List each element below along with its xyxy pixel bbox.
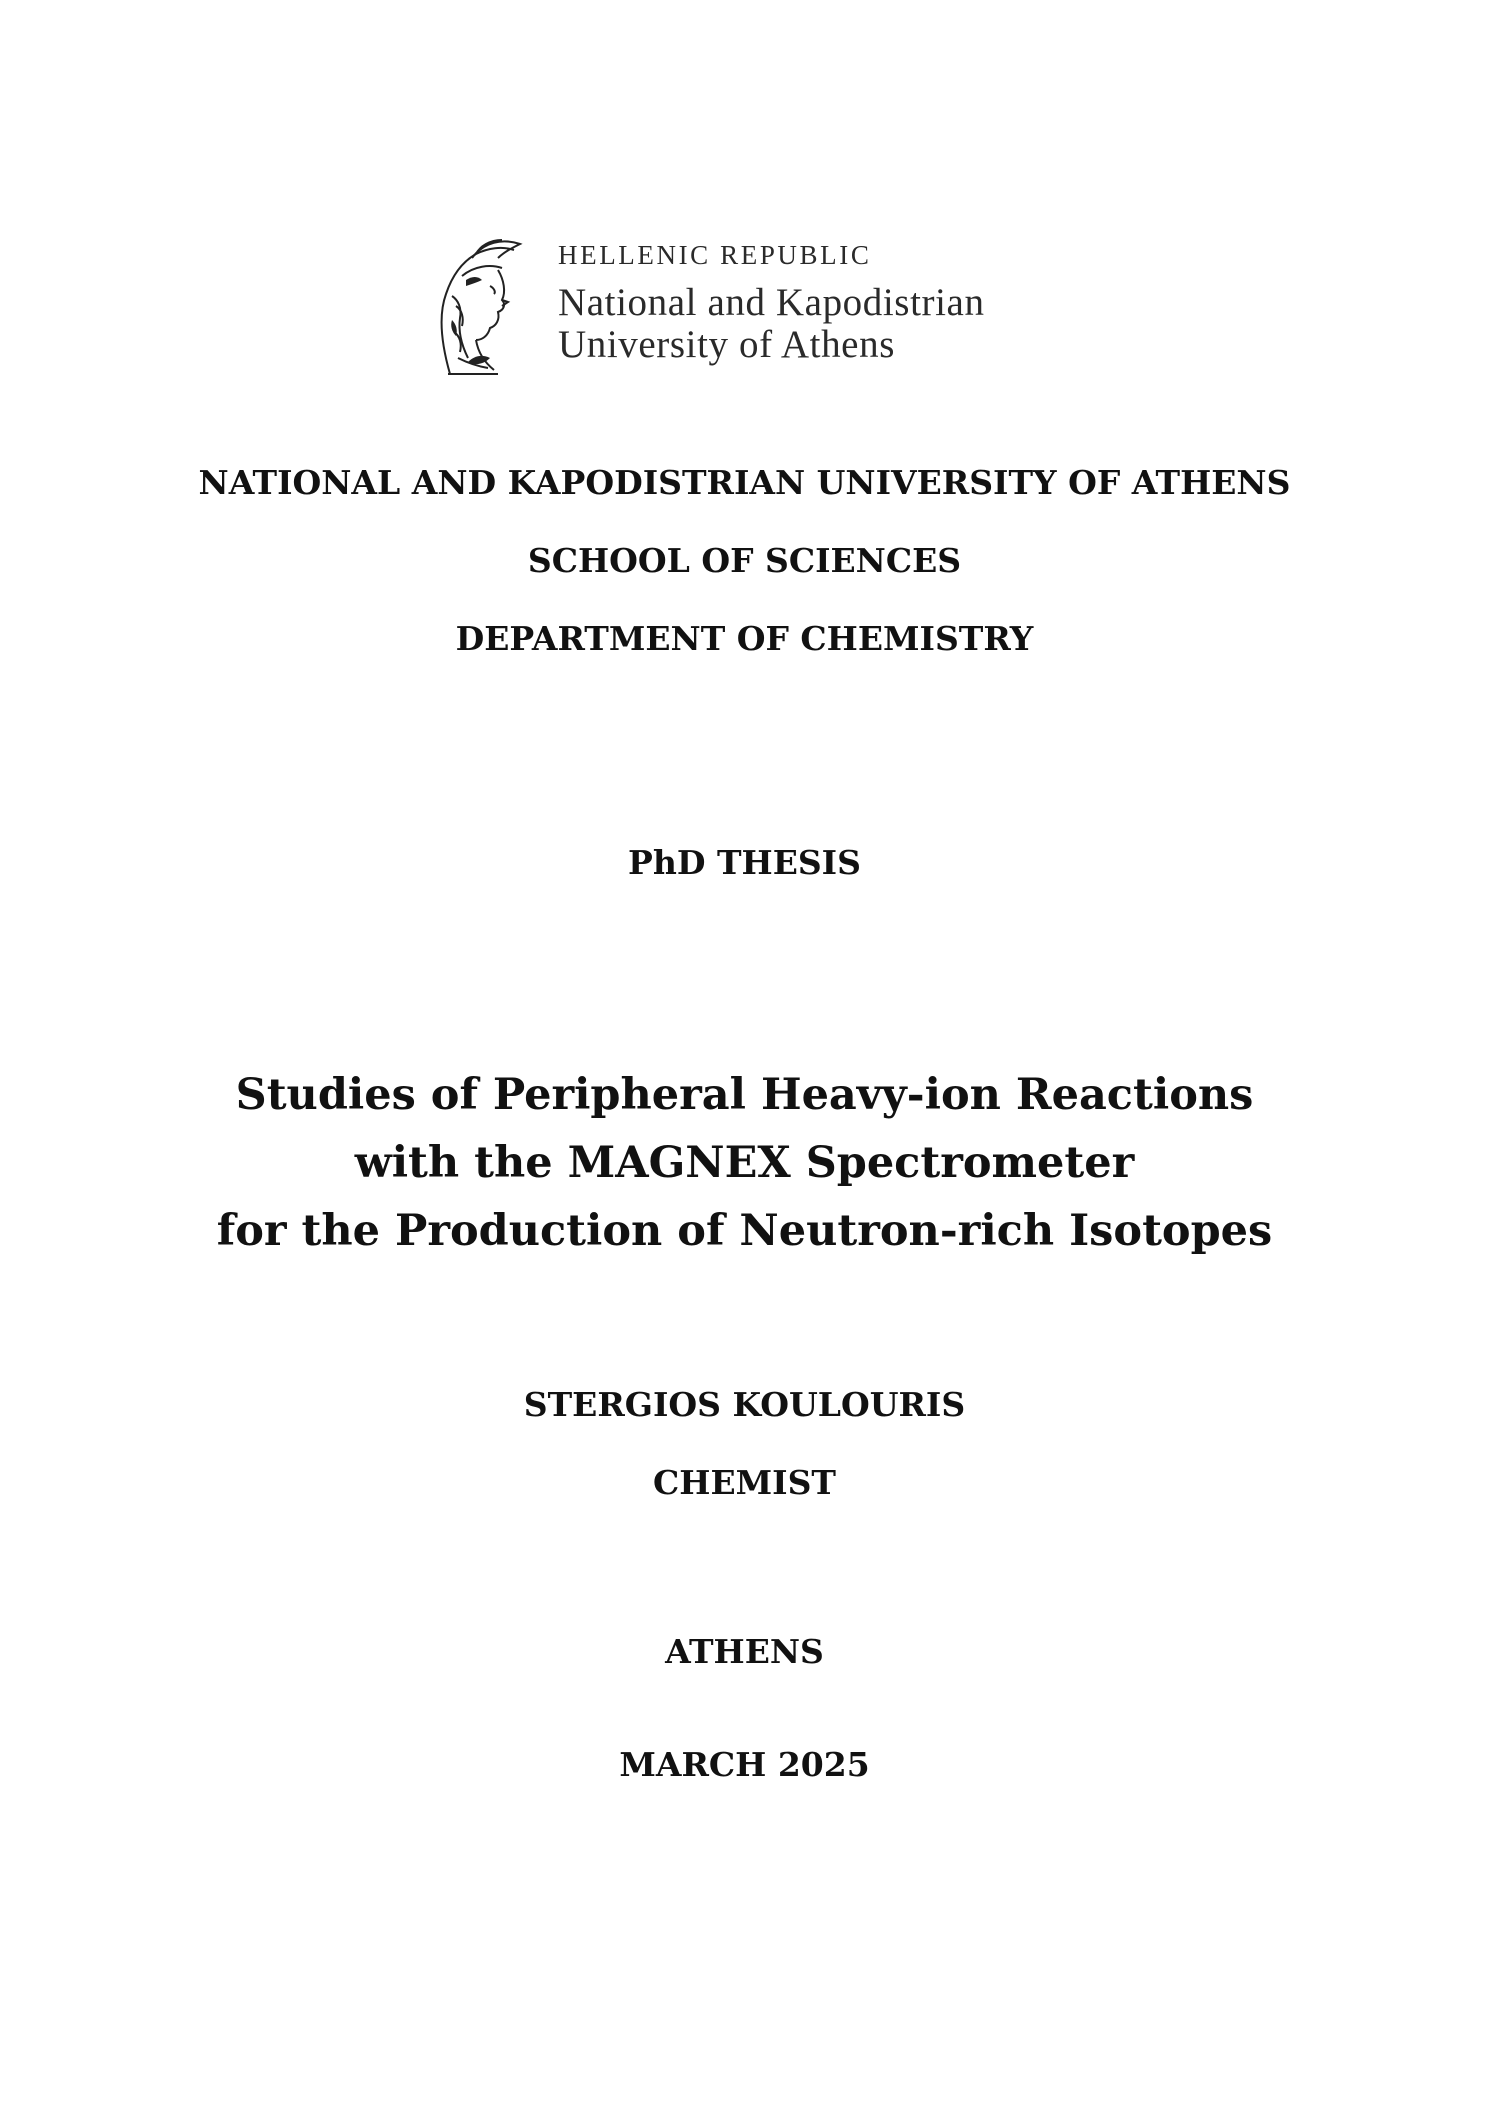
school-name: SCHOOL OF SCIENCES (527, 541, 962, 580)
thesis-title-line-3: for the Production of Neutron-rich Isotopes (216, 1206, 1273, 1256)
author-role: CHEMIST (653, 1463, 836, 1502)
logo-republic-text: HELLENIC REPUBLIC (558, 240, 872, 270)
university-logo (432, 236, 1072, 382)
thesis-title-line-1: Studies of Peripheral Heavy-ion Reactions (235, 1070, 1254, 1120)
thesis-title-line-2: with the MAGNEX Spectrometer (354, 1138, 1135, 1188)
date: MARCH 2025 (619, 1745, 870, 1784)
department-name: DEPARTMENT OF CHEMISTRY (455, 619, 1034, 658)
thesis-type: PhD THESIS (628, 843, 861, 882)
university-name: NATIONAL AND KAPODISTRIAN UNIVERSITY OF ATHENS (198, 463, 1291, 502)
place: ATHENS (665, 1632, 824, 1671)
logo-university-line-2: University of Athens (558, 323, 895, 366)
athena-emblem-icon (432, 236, 524, 382)
logo-university-line-1: National and Kapodistrian (558, 281, 985, 324)
author-name: STERGIOS KOULOURIS (523, 1385, 966, 1424)
